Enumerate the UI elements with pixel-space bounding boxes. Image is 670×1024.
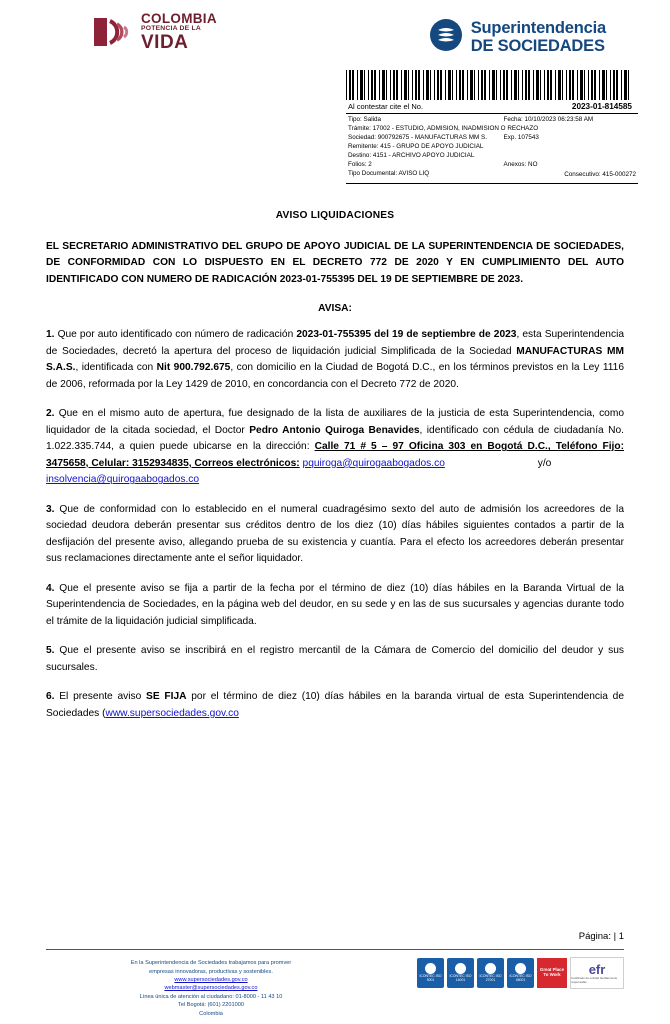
seal-icontec-45001 (507, 958, 534, 988)
footer-line1: En la Superintendencia de Sociedades trabajamos para promver (130, 960, 292, 967)
seal-efr-label: efr (588, 961, 606, 977)
meta-tramite: Trámite: 17002 - ESTUDIO, ADMISION, INADMISION O RECHAZO (348, 124, 539, 132)
metadata-block (346, 113, 638, 184)
meta-destino: Destino: 4151 - ARCHIVO APOYO JUDICIAL (348, 151, 475, 159)
numeral-1-b3: Nit 900.792.675 (156, 362, 231, 374)
meta-folios: Folios: 2 (348, 160, 372, 168)
numeral-1 (46, 327, 624, 393)
colombia-logo (94, 12, 217, 52)
seal-icontec-9001 (417, 958, 444, 988)
numeral-1-t1: Que por auto identificado con número de radicación (54, 329, 297, 341)
email-link-pquiroga[interactable]: pquiroga@quirogaabogados.co (302, 457, 445, 469)
numeral-1-b1: 2023-01-755395 del 19 de septiembre de 2023 (296, 329, 517, 341)
meta-anexos: Anexos: NO (503, 160, 538, 168)
document-header (46, 0, 624, 70)
seal-great-place-to-work: Great Place To Work (537, 958, 567, 988)
meta-tipo: Tipo: Salida (348, 116, 382, 123)
barcode-image (346, 70, 632, 100)
supersociedades-line1: Superintendencia (470, 19, 606, 38)
meta-tipo-documental: Tipo Documental: AVISO LIQ (348, 169, 430, 177)
supersociedades-logo (429, 18, 606, 57)
numeral-5 (46, 643, 624, 676)
numeral-6-t2: por el término de diez (10) días hábiles en la baranda virtual de esta Superintendencia de Sociedades ( (46, 691, 625, 719)
cite-line (346, 102, 634, 111)
numeral-5-text: Que el presente aviso se inscribirá en el registro mercantil de la Cámara de Comercio del domicilio del deudor y sus sucursales. (46, 645, 624, 673)
footer-contact-text (46, 955, 376, 1018)
meta-fecha: Fecha: 10/10/2023 06:23:58 AM (503, 116, 594, 123)
seal-icontec-14001-label: ICONTEC ISO 14001 (449, 974, 472, 983)
numeral-2 (46, 406, 624, 489)
supersociedades-logo-icon (429, 18, 463, 57)
numeral-5-number: 5. (46, 645, 55, 657)
numeral-2-address: Calle 71 # 5 – 97 Oficina 303 en Bogotá D.C., Teléfono Fijo: 3475658, Celular: 3152934835, Correos electrónicos: (46, 441, 624, 469)
barcode-block (346, 70, 634, 111)
numeral-1-number: 1. (46, 329, 55, 341)
colombia-logo-icon (94, 12, 134, 52)
colombia-logo-text (141, 12, 217, 52)
seal-icontec-27001-label: ICONTEC ISO 27001 (479, 974, 502, 983)
numeral-1-t3: , identificada con (75, 362, 157, 374)
seal-efr-sub: Certificado de entidad familiarmente responsable (571, 975, 618, 984)
footer-divider (46, 949, 624, 950)
seal-icontec-14001 (447, 958, 474, 988)
numeral-3 (46, 502, 624, 568)
seal-icontec-45001-label: ICONTEC ISO 45001 (509, 974, 532, 983)
email-link-insolvencia[interactable]: insolvencia@quirogaabogados.co (46, 474, 200, 486)
footer-web-link[interactable]: www.supersociedades.gov.co (174, 977, 248, 984)
intro-paragraph: EL SECRETARIO ADMINISTRATIVO DEL GRUPO DE APOYO JUDICIAL DE LA SUPERINTENDENCIA DE SOCIEDADES, DE CONFORMIDAD CON LO DISPUESTO EN EL DECRETO 772 DE 2020 Y EN CUMPLIMIENTO DEL AUTO IDENTIFICADO CON NUMERO DE RADICACIÓN 2023-01-755395 DEL 19 DE SEPTIEMBRE DE 2023. (46, 240, 624, 285)
supersociedades-line2: DE SOCIEDADES (470, 36, 605, 55)
radicado-number: 2023-01-814585 (571, 102, 632, 111)
numeral-1-t2: , esta Superintendencia de Sociedades, decretó la apertura del proceso de liquidación judicial Simplificada de la Sociedad (46, 329, 625, 357)
page-number: Página: | 1 (578, 931, 624, 942)
numeral-6-b1: SE FIJA (146, 691, 187, 703)
footer-line4: Tel Bogotá: (601) 2201000 (178, 1002, 244, 1009)
numeral-4-number: 4. (46, 582, 55, 594)
seal-icontec-9001-label: ICONTEC ISO 9001 (419, 974, 442, 983)
numeral-4-text: Que el presente aviso se fija a partir de la fecha por el término de diez (10) días hábiles en la Baranda Virtual de la Superintendencia de Sociedades, en la página web del deudor, en su sede y en las de sus sucursales y agencias durante todo el trámite de la liquidación judicial simplificada. (46, 582, 624, 627)
numeral-2-t1: Que en el mismo auto de apertura, fue designado de la lista de auxiliares de la justicia de esta Superintendencia, como liquidador de la citada sociedad, el Doctor (46, 408, 624, 436)
numeral-6-t1: El presente aviso (54, 691, 147, 703)
seal-icontec-27001 (477, 958, 504, 988)
meta-exp: Exp. 107543 (503, 133, 539, 141)
footer-mail-link[interactable]: webmaster@supersociedades.gov.co (164, 985, 258, 992)
numeral-4 (46, 581, 624, 631)
colombia-logo-line2: POTENCIA DE LA (141, 24, 201, 32)
numeral-3-number: 3. (46, 503, 55, 515)
page-title: AVISO LIQUIDACIONES (275, 209, 395, 221)
numeral-1-t4: , con domicilio en la Ciudad de Bogotá D.C., en los términos previstos en la Ley 1116 de 2006, reformada por la Ley 1429 de 2010, en concordancia con el Decreto 772 de 2020. (46, 362, 624, 390)
supersociedades-logo-text (471, 20, 606, 55)
footer-line3: Línea única de atención al ciudadano: 01-8000 - 11 43 10 (139, 993, 283, 1000)
supersociedades-web-link[interactable]: www.supersociedades.gov.co (105, 707, 239, 719)
numeral-2-number: 2. (46, 408, 55, 420)
cite-label: Al contestar cite el No. (348, 102, 424, 111)
footer-certification-seals (417, 955, 624, 989)
colombia-logo-line1: COLOMBIA (141, 11, 217, 26)
meta-sociedad: Sociedad: 900792675 - MANUFACTURAS MM S. (348, 133, 487, 141)
seal-efr (570, 957, 624, 989)
numeral-6 (46, 689, 624, 722)
avisa-heading: AVISA: (318, 303, 352, 315)
numeral-2-t2: , identificado con cédula de ciudadanía No. 1.022.335.744, a quien puede ubicarse en la dirección: (46, 424, 624, 453)
meta-remitente: Remitente: 415 - GRUPO DE APOYO JUDICIAL (348, 142, 484, 150)
meta-consecutivo: Consecutivo: 415-000272 (564, 170, 636, 178)
numeral-2-conector: y/o (537, 457, 552, 469)
document-footer (46, 955, 624, 1018)
colombia-logo-line3: VIDA (141, 31, 189, 53)
footer-line5: Colombia (199, 1010, 223, 1017)
numeral-3-text: Que de conformidad con lo establecido en el numeral cuadragésimo sexto del auto de admisión los acreedores de la sociedad deudora deberán presentar sus créditos dentro de los diez (10) días hábiles siguientes contados a partir de la desfijación del presente aviso, allegando prueba de su existencia y cuantía. Para el efecto los acreedores deberán presentar sus reclamaciones directamente ante el señor liquidador. (46, 503, 624, 565)
numeral-2-b1: Pedro Antonio Quiroga Benavides (249, 424, 420, 436)
numeral-6-number: 6. (46, 691, 55, 703)
numeral-1-b2: MANUFACTURAS MM S.A.S. (46, 345, 624, 374)
footer-line2: empresas innovadoras, productivas y sostenibles. (149, 968, 273, 975)
